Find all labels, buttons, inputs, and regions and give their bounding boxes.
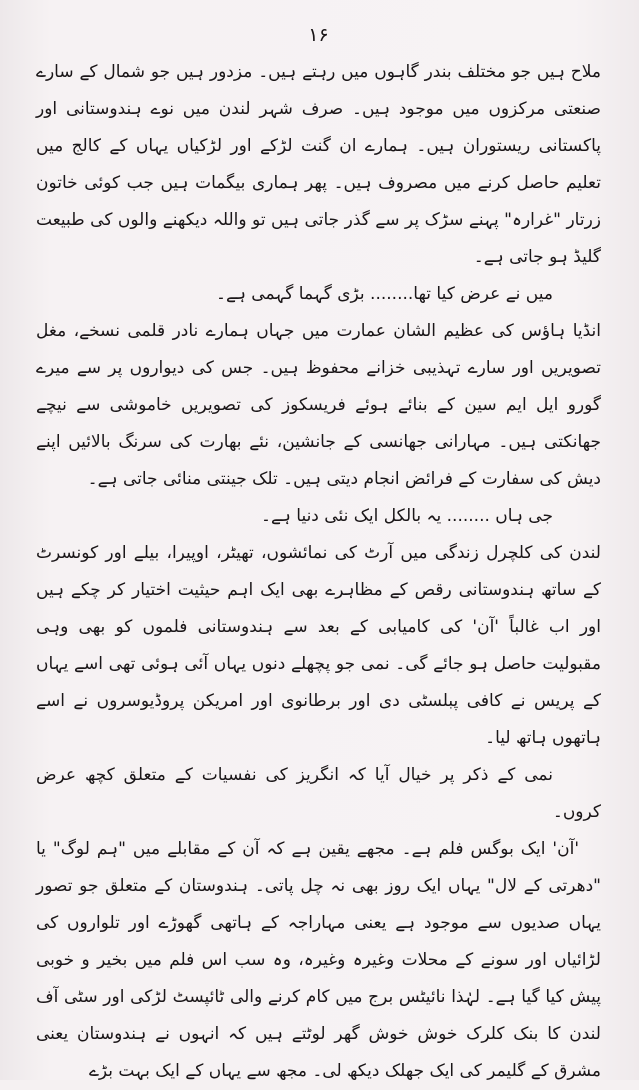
paragraph-1: ملاح ہیں جو مختلف بندر گاہوں میں رہتے ہیں۔ مزدور ہیں جو شمال کے سارے صنعتی مرکزوں میں موجود ہیں۔ صرف شہر لندن میں نوے ہندوستانی اور پاکستانی ریستوران ہیں۔ ہمارے ان گنت لڑکے اور لڑکیاں یہاں کے کالج میں تعلیم حاصل کرنے میں مصروف ہیں۔ پھر ہماری بیگمات ہیں جب کوئی خاتون زرتار "غرارہ" پہنے سڑک پر سے گذر جاتی ہیں تو واللہ دیکھنے والوں کی طبیعت گلیڈ ہو جاتی ہے۔ [36, 62, 601, 267]
paragraph-7: 'آن' ایک بوگس فلم ہے۔ مجھے یقین ہے کہ آن کے مقابلے میں "ہم لوگ" یا "دھرتی کے لال" یہاں ایک روز بھی نہ چل پاتی۔ ہندوستان کے متعلق جو تصور یہاں صدیوں سے موجود ہے یعنی مہاراجہ کے ہاتھی گھوڑے اور تلواروں کی لڑائیاں اور سونے کے محلات وغیرہ وغیرہ، وہ سب اس فلم میں بخیر و خوبی پیش کیا گیا ہے۔ لہٰذا نائیٹس برج میں کام کرنے والی ٹائپسٹ لڑکی اور سٹی آف لندن کا بنک کلرک خوش خوش گھر لوٹتے ہیں کہ انہوں نے ہندوستان یعنی مشرق کے گلیمر کی ایک جھلک دیکھ لی۔ مجھ سے یہاں کے ایک بہت بڑے [36, 839, 601, 1081]
paragraph-5: لندن کی کلچرل زندگی میں آرٹ کی نمائشوں، تھیٹر، اوپیرا، بیلے اور کونسرٹ کے ساتھ ہندوستانی رقص کے مظاہرے بھی ایک اہم حیثیت اختیار کر چکے ہیں اور اب غالباً 'آن' کی کامیابی کے بعد سے ہندوستانی فلموں کو بھی وہی مقبولیت حاصل ہو جائے گی۔ نمی جو پچھلے دنوں یہاں آئی ہوئی تھی اسے یہاں کے پریس نے کافی پبلسٹی دی اور برطانوی اور امریکن پروڈیوسروں نے اسے ہاتھوں ہاتھ لیا۔ [36, 543, 601, 748]
body-text [36, 54, 601, 1090]
paragraph-4: جی ہاں ........ یہ بالکل ایک نئی دنیا ہے۔ [260, 506, 553, 526]
paragraph-3: انڈیا ہاؤس کی عظیم الشان عمارت میں جہاں ہمارے نادر قلمی نسخے، مغل تصویریں اور سارے تہذیبی خزانے محفوظ ہیں۔ جس کی دیواروں پر سے میرے گورو ایل ایم سین کے بنائے ہوئے فریسکوز کی تصویریں خاموشی سے نیچے جھانکتی ہیں۔ مہارانی جھانسی کے جانشین، نئے بھارت کی سرنگ بالائیں اپنے دیش کی سفارت کے فرائض انجام دیتی ہیں۔ تلک جینتی منائی جاتی ہے۔ [36, 321, 601, 489]
paragraph-6: نمی کے ذکر پر خیال آیا کہ انگریز کی نفسیات کے متعلق کچھ عرض کروں۔ [36, 765, 601, 822]
paragraph-2: میں نے عرض کیا تھا........ بڑی گہما گہمی ہے۔ [216, 284, 553, 304]
page-number: ۱۶ [308, 24, 329, 46]
